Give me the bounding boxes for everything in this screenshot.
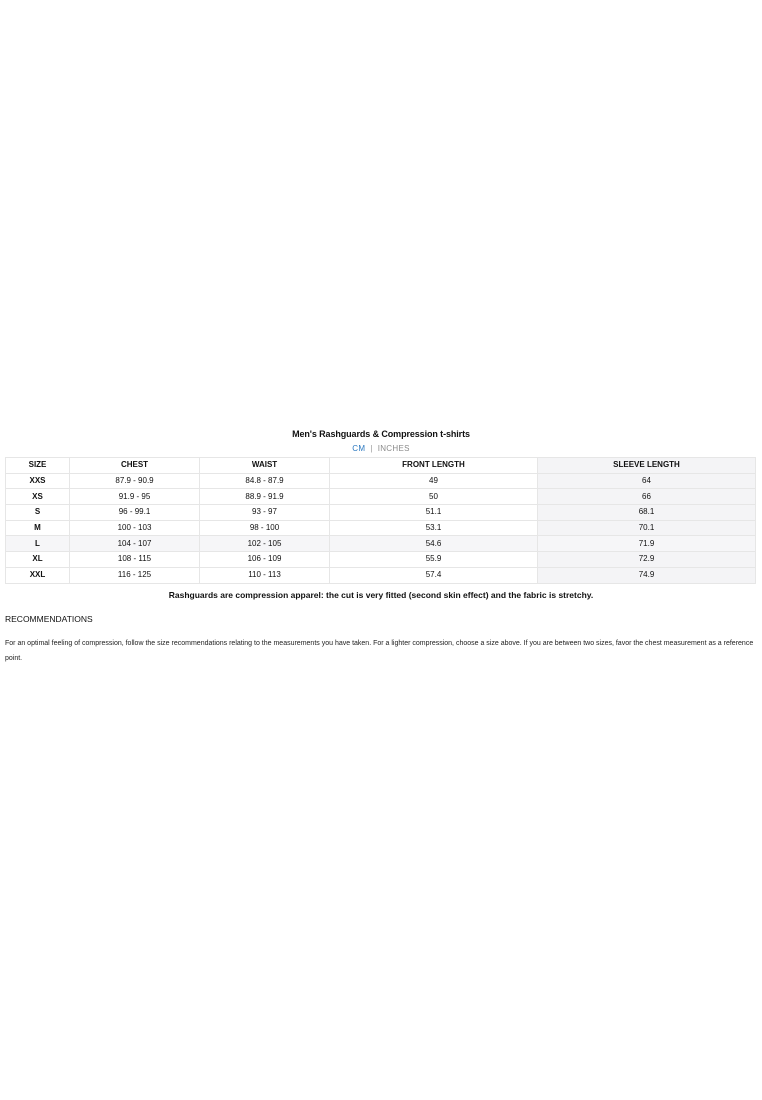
page-title: Men's Rashguards & Compression t-shirts	[292, 429, 470, 439]
table-row	[6, 567, 756, 583]
sleeve-length-cell: 68.1	[538, 505, 756, 521]
front-length-cell: 54.6	[330, 536, 538, 552]
unit-cm-toggle[interactable]: CM	[352, 444, 366, 453]
waist-cell: 110 - 113	[200, 567, 330, 583]
front-length-cell: 55.9	[330, 552, 538, 568]
chest-cell: 108 - 115	[70, 552, 200, 568]
waist-cell: 106 - 109	[200, 552, 330, 568]
unit-switch	[0, 441, 762, 457]
size-cell: XXL	[6, 567, 70, 583]
size-cell: M	[6, 520, 70, 536]
sleeve-length-cell: 74.9	[538, 567, 756, 583]
header-waist: WAIST	[200, 458, 330, 474]
sleeve-length-cell: 70.1	[538, 520, 756, 536]
front-length-cell: 57.4	[330, 567, 538, 583]
unit-inches-toggle[interactable]: INCHES	[377, 444, 410, 453]
sleeve-length-cell: 72.9	[538, 552, 756, 568]
front-length-cell: 50	[330, 489, 538, 505]
header-size: SIZE	[6, 458, 70, 474]
size-cell: XXS	[6, 473, 70, 489]
header-chest: CHEST	[70, 458, 200, 474]
waist-cell: 93 - 97	[200, 505, 330, 521]
front-length-cell: 51.1	[330, 505, 538, 521]
header-front-length: FRONT LENGTH	[330, 458, 538, 474]
size-cell: XS	[6, 489, 70, 505]
chest-cell: 91.9 - 95	[70, 489, 200, 505]
chest-cell: 104 - 107	[70, 536, 200, 552]
chest-cell: 100 - 103	[70, 520, 200, 536]
sleeve-length-cell: 71.9	[538, 536, 756, 552]
size-cell: L	[6, 536, 70, 552]
size-guide	[0, 425, 762, 666]
chest-cell: 96 - 99.1	[70, 505, 200, 521]
header-sleeve-length: SLEEVE LENGTH	[538, 458, 756, 474]
waist-cell: 102 - 105	[200, 536, 330, 552]
table-row	[6, 489, 756, 505]
chest-cell: 87.9 - 90.9	[70, 473, 200, 489]
table-row	[6, 505, 756, 521]
table-row	[6, 536, 756, 552]
table-header-row	[6, 458, 756, 474]
front-length-cell: 53.1	[330, 520, 538, 536]
table-row	[6, 473, 756, 489]
waist-cell: 88.9 - 91.9	[200, 489, 330, 505]
table-row	[6, 552, 756, 568]
table-row	[6, 520, 756, 536]
sleeve-length-cell: 66	[538, 489, 756, 505]
recommendations-heading: RECOMMENDATIONS	[5, 613, 93, 624]
compression-note: Rashguards are compression apparel: the cut is very fitted (second skin effect) and the fabric is stretchy.	[168, 589, 594, 600]
size-table	[5, 457, 756, 584]
recommendations-text: For an optimal feeling of compression, follow the size recommendations relating to the measurements you have taken. For a lighter compression, choose a size above. If you are between two sizes, favor the chest measurement as a reference point.	[5, 639, 754, 662]
size-cell: S	[6, 505, 70, 521]
front-length-cell: 49	[330, 473, 538, 489]
waist-cell: 98 - 100	[200, 520, 330, 536]
size-cell: XL	[6, 552, 70, 568]
waist-cell: 84.8 - 87.9	[200, 473, 330, 489]
unit-separator: |	[370, 444, 373, 453]
sleeve-length-cell: 64	[538, 473, 756, 489]
chest-cell: 116 - 125	[70, 567, 200, 583]
